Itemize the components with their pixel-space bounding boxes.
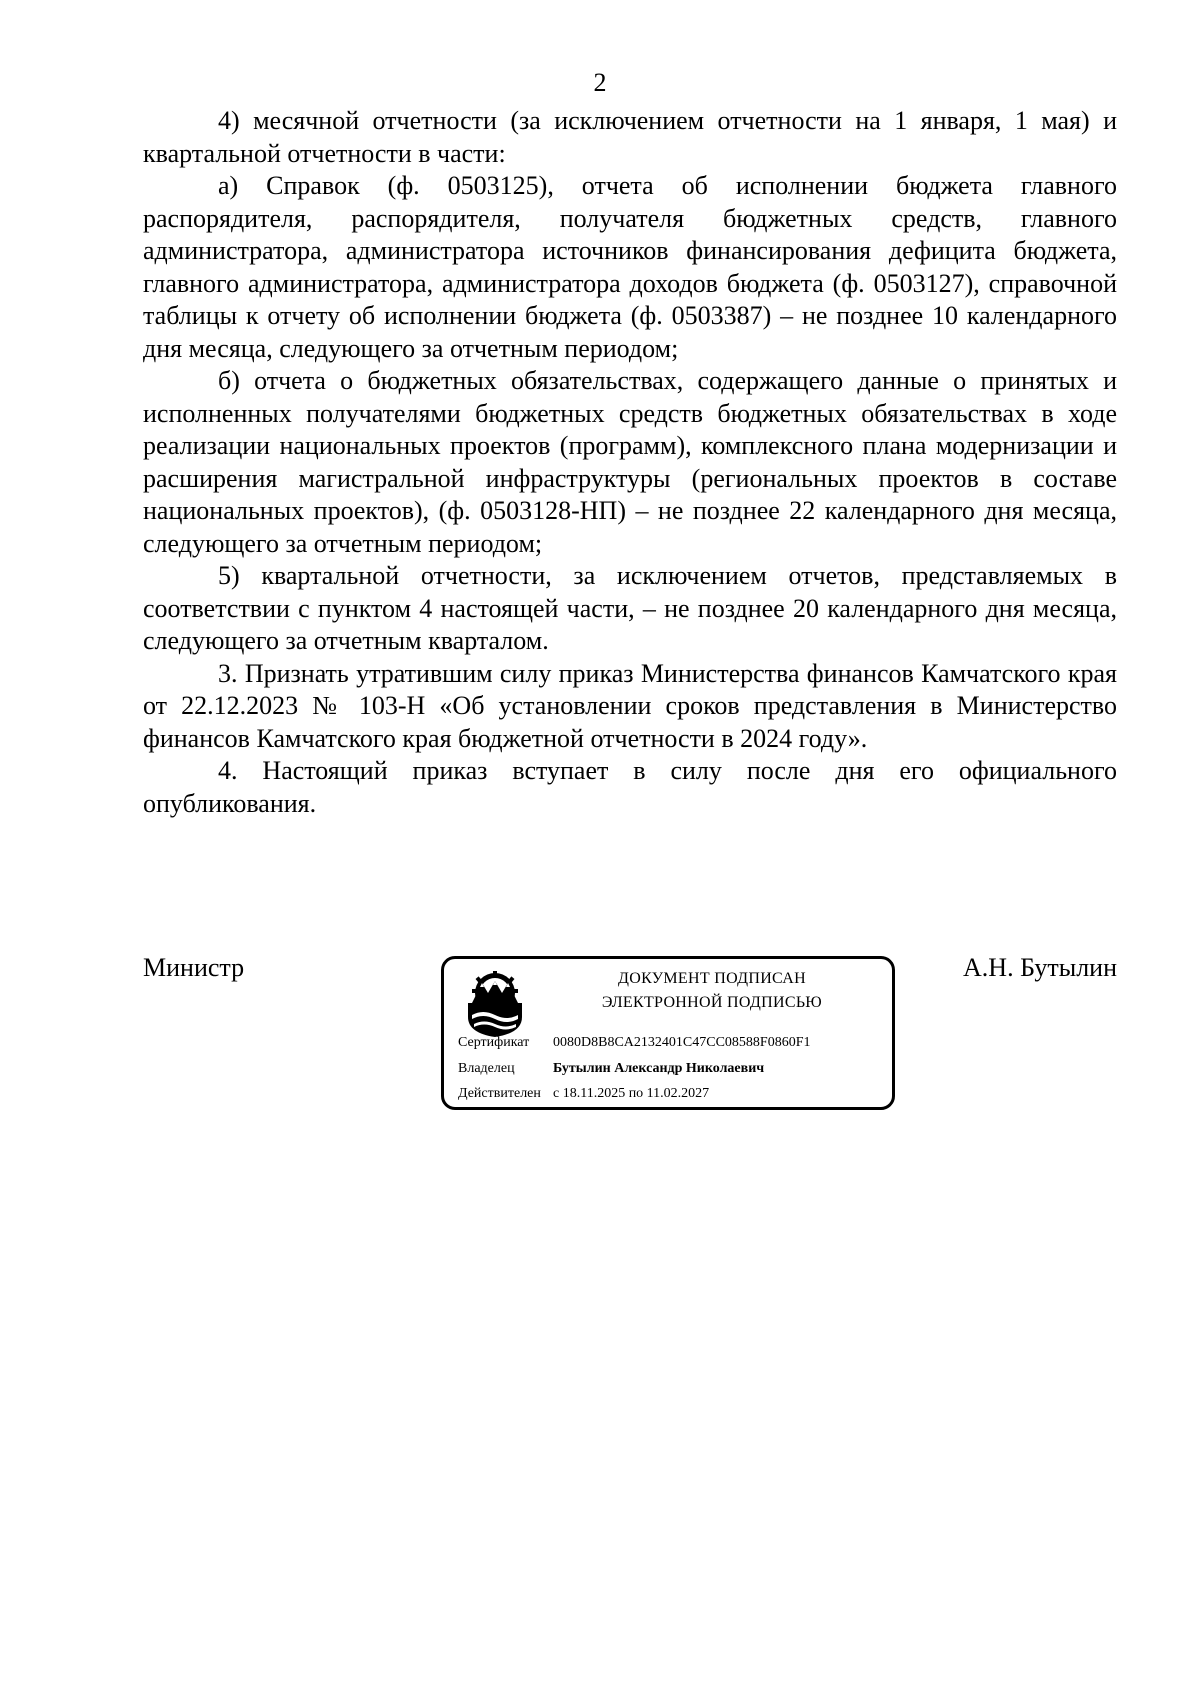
paragraph-subitem-a: а) Справок (ф. 0503125), отчета об исполнении бюджета главного распорядителя, распорядителя, получателя бюджетных средств, главного администратора, администратора источников финансирования дефицита бюджета, главного администратора, администратора доходов бюджета (ф. 0503127), справочной таблицы к отчету об исполнении бюджета (ф. 0503387) – не позднее 10 календарного дня месяца, следующего за отчетным периодом;	[143, 171, 1117, 363]
owner-value: Бутылин Александр Николаевич	[553, 1061, 765, 1076]
electronic-signature-stamp	[441, 956, 895, 1110]
paragraph-item-5: 5) квартальной отчетности, за исключением отчетов, представляемых в соответствии с пунктом 4 настоящей части, – не позднее 20 календарного дня месяца, следующего за отчетным кварталом.	[143, 561, 1117, 655]
certificate-label: Сертификат	[458, 1035, 530, 1050]
stamp-certificate-row	[458, 1034, 810, 1052]
page-number: 2	[593, 68, 607, 97]
paragraph-clause-3: 3. Признать утратившим силу приказ Министерства финансов Камчатского края от 22.12.2023 № 103-Н «Об установлении сроков представления в Министерство финансов Камчатского края бюджетной отчетности в 2024 году».	[143, 658, 1117, 753]
document-body	[143, 105, 1117, 820]
paragraph-item-4: 4) месячной отчетности (за исключением отчетности на 1 января, 1 мая) и квартальной отчетности в части:	[143, 106, 1117, 168]
stamp-title-line-2: ЭЛЕКТРОННОЙ ПОДПИСЬЮ	[601, 994, 823, 1011]
signer-position: Министр	[143, 953, 245, 982]
validity-value: с 18.11.2025 по 11.02.2027	[553, 1086, 710, 1101]
signature-block	[143, 952, 1117, 1122]
stamp-owner-row	[458, 1060, 764, 1078]
stamp-title	[542, 967, 882, 1015]
stamp-title-line-1: ДОКУМЕНТ ПОДПИСАН	[618, 970, 806, 987]
validity-label: Действителен	[458, 1086, 541, 1101]
stamp-validity-row	[458, 1085, 709, 1103]
owner-label: Владелец	[458, 1061, 515, 1076]
paragraph-subitem-b: б) отчета о бюджетных обязательствах, содержащего данные о принятых и исполненных получателями бюджетных средств бюджетных обязательствах в ходе реализации национальных проектов (программ), комплексного плана модернизации и расширения магистральной инфраструктуры (региональных проектов в составе национальных проектов), (ф. 0503128-НП) – не позднее 22 календарного дня месяца, следующего за отчетным периодом;	[143, 366, 1117, 558]
signer-name: А.Н. Бутылин	[963, 953, 1117, 982]
paragraph-clause-4: 4. Настоящий приказ вступает в силу после дня его официального опубликования.	[143, 756, 1117, 818]
kamchatka-coat-of-arms-icon	[458, 969, 532, 1039]
certificate-value: 0080D8B8CA2132401C47CC08588F0860F1	[553, 1035, 811, 1050]
